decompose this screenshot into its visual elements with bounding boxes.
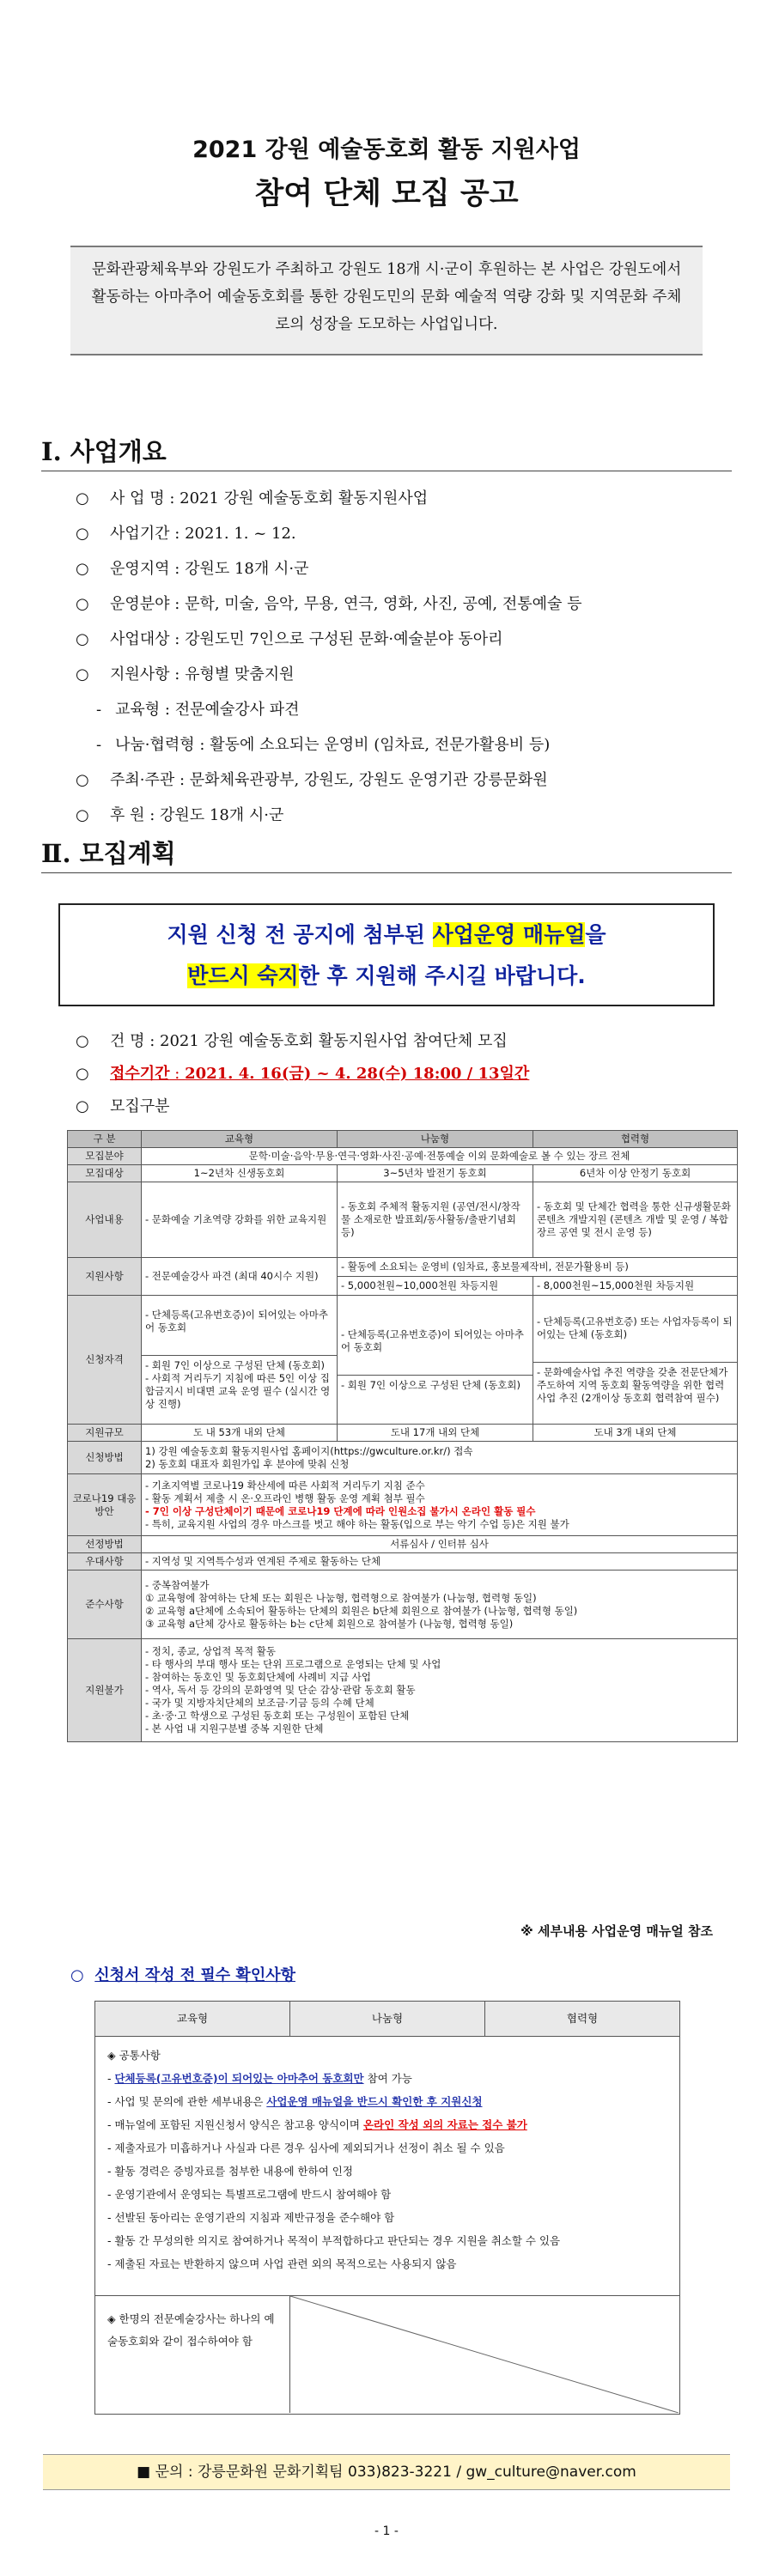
list-item: ○ 접수기간 : 2021. 4. 16(금) ~ 4. 28(수) 18:00 / 13일간: [76, 1065, 530, 1083]
checklist-title: ○ 신청서 작성 전 필수 확인사항: [70, 1966, 295, 1984]
table-row: 선정방법 서류심사 / 인터뷰 심사: [68, 1536, 738, 1553]
list-item: - 운영기관에서 운영되는 특별프로그램에 반드시 참여해야 함: [107, 2188, 392, 2201]
checklist-header-row: 교육형 나눔형 협력형: [95, 2002, 679, 2037]
contact-bar: ■ 문의 : 강릉문화원 문화기획팀 033)823-3221 / gw_culture@naver.com: [43, 2454, 730, 2490]
list-item: ○ 사업대상 : 강원도민 7인으로 구성된 문화·예술분야 동아리: [76, 630, 503, 648]
table-row: 우대사항 - 지역성 및 지역특수성과 연계된 주제로 활동하는 단체: [68, 1553, 738, 1571]
list-item: - 매뉴얼에 포함된 지원신청서 양식은 참고용 양식이며 온라인 작성 외의 자료는 접수 불가: [107, 2118, 527, 2131]
list-item: ○ 모집구분: [76, 1097, 170, 1115]
title-line2: 참여 단체 모집 공고: [254, 177, 519, 211]
table-row: 신청방법 1) 강원 예술동호회 활동지원사업 홈페이지(https://gwculture.or.kr/) 접속 2) 동호회 대표자 회원가입 후 분야에 맞춰 신청: [68, 1442, 738, 1474]
manual-notice-banner: 지원 신청 전 공지에 첨부된 사업운영 매뉴얼을 반드시 숙지한 후 지원해 주시길 바랍니다.: [58, 903, 715, 1006]
title-line1: 2021 강원 예술동호회 활동 지원사업: [192, 137, 581, 163]
highlight-must-read: 반드시 숙지: [187, 963, 299, 988]
table-row: 지원불가 - 정치, 종교, 상업적 목적 활동 - 타 행사의 부대 행사 또는 단위 프로그램으로 운영되는 단체 및 사업 - 참여하는 동호인 및 동호회단체에 사례비 지급 사업 - 역사, 독서 등 강의의 문화영역 및 단순 감상·관람 동호회 활동 - 국가 및 지방자치단체의 보조금·기금 등의 수혜 단체 - 초·중·고 학생으로 구성된 동호회 또는 구성원이 포함된 단체 - 본 사업 내 지원구분별 중복 지원한 단체: [68, 1639, 738, 1742]
table-header-row: 구 분 교육형 나눔형 협력형: [68, 1131, 738, 1148]
list-item: - 단체등록(고유번호증)이 되어있는 아마추어 동호회만 참여 가능: [107, 2072, 412, 2085]
list-item: - 제출자료가 미흡하거나 사실과 다른 경우 심사에 제외되거나 선정이 취소 될 수 있음: [107, 2142, 505, 2154]
list-item: ○ 운영지역 : 강원도 18개 시·군: [76, 560, 309, 578]
empty-cell-diagonal: [290, 2296, 679, 2413]
list-item: ○ 사업기간 : 2021. 1. ~ 12.: [76, 525, 296, 543]
table-row: 지원규모 도 내 53개 내외 단체 도내 17개 내외 단체 도내 3개 내외 단체: [68, 1425, 738, 1442]
page-number: - 1 -: [374, 2524, 399, 2538]
checklist-type-section: [95, 2296, 679, 2413]
sub-list-item: - 교육형 : 전문예술강사 파견: [96, 701, 300, 719]
section-divider: [41, 872, 732, 873]
overview-list: [70, 481, 740, 833]
list-item: - 사업 및 문의에 관한 세부내용은 사업운영 매뉴얼을 반드시 확인한 후 지원신청: [107, 2095, 483, 2108]
list-item: - 제출된 자료는 반환하지 않으며 사업 관련 외의 목적으로는 사용되지 않음: [107, 2257, 457, 2270]
list-item: ○ 운영분야 : 문학, 미술, 음악, 무용, 연극, 영화, 사진, 공예, 전통예술 등: [76, 595, 582, 613]
table-row: 신청자격 - 단체등록(고유번호증)이 되어있는 아마추어 동호회 - 회원 7인 이상으로 구성된 단체 (동호회) - 사회적 거리두기 지침에 따른 5인 이상 집합금지시 비대면 교육 운영 필수 (실시간 영상 진행) - 단체등록(고유번호증)이 되어있는 아마추어 동호회 - 회원 7인 이상으로 구성된 단체 (동호회) - 단체등록(고유번호증) 또는 사업자등록이 되어있는 단체 (동호회) - 문화예술사업 추진 역량을 갖춘 전문단체가 주도하여 지역 동호회 활동역량을 위한 협력사업 추진 (2개이상 동호회 협력참여 필수): [68, 1296, 738, 1425]
list-item: - 활동 간 무성의한 의지로 참여하거나 목적이 부적합하다고 판단되는 경우 지원을 취소할 수 있음: [107, 2234, 561, 2247]
highlight-manual: 사업운영 매뉴얼: [432, 922, 586, 947]
manual-reference-note: ※ 세부내용 사업운영 매뉴얼 참조: [520, 1923, 713, 1939]
edu-type-note: ◈ 한명의 전문예술강사는 하나의 예술동호회와 같이 접수하여야 함: [95, 2296, 290, 2413]
table-row: 모집대상 1~2년차 신생동호회 3~5년차 발전기 동호회 6년차 이상 안정기 동호회: [68, 1165, 738, 1182]
table-row: - 5,000천원~10,000천원 차등지원 - 8,000천원~15,000천원 차등지원: [68, 1277, 738, 1296]
intro-box: [70, 246, 703, 355]
list-item: ○ 건 명 : 2021 강원 예술동호회 활동지원사업 참여단체 모집: [76, 1032, 508, 1050]
section-recruit-heading: Ⅱ. 모집계획: [41, 839, 176, 868]
table-row: 사업내용 - 문화예술 기초역량 강화를 위한 교육지원 - 동호회 주체적 활동지원 (공연/전시/창작물 소재로한 발표회/동사활동/출판기념회 등) - 동호회 및 단체간 협력을 통한 신규생활문화 콘텐츠 개발지원 (콘텐츠 개발 및 운영 / 복합장르 공연 및 전시 운영 등): [68, 1182, 738, 1258]
list-item: ○ 지원사항 : 유형별 맞춤지원: [76, 665, 295, 683]
sub-list-item: - 나눔·협력형 : 활동에 소요되는 운영비 (임차료, 전문가활용비 등): [96, 736, 551, 754]
recruit-table: [67, 1130, 738, 1742]
checklist-table: [94, 2001, 680, 2415]
checklist-common-section: ◈ 공통사항 - 단체등록(고유번호증)이 되어있는 아마추어 동호회만 참여 가능 - 사업 및 문의에 관한 세부내용은 사업운영 매뉴얼을 반드시 확인한 후 지원신청 - 매뉴얼에 포함된 지원신청서 양식은 참고용 양식이며 온라인 작성 외의 자료는 접수 불가 - 제출자료가 미흡하거나 사실과 다른 경우 심사에 제외되거나 선정이 취소 될 수 있음 - 활동 경력은 증빙자료를 첨부한 내용에 한하여 인정 - 운영기관에서 운영되는 특별프로그램에 반드시 참여해야 함 - 선발된 동아리는 운영기관의 지침과 제반규정을 준수해야 함 - 활동 간 무성의한 의지로 참여하거나 목적이 부적합하다고 판단되는 경우 지원을 취소할 수 있음 - 제출된 자료는 반환하지 않으며 사업 관련 외의 목적으로는 사용되지 않음: [95, 2037, 679, 2296]
table-row: 준수사항 - 중복참여불가 ① 교육형에 참여하는 단체 또는 회원은 나눔형, 협력형으로 참여불가 (나눔형, 협력형 동일) ② 교육형 a단체에 소속되어 활동하는 단체의 회원은 b단체 회원으로 참여불가 (나눔형, 협력형 동일) ③ 교육형 a단체 강사로 활동하는 b는 c단체 회원으로 참여불가 (나눔형, 협력형 동일): [68, 1571, 738, 1639]
application-period: 2021. 4. 16(금) ~ 4. 28(수) 18:00 / 13일간: [185, 1065, 530, 1083]
list-item: ○ 사 업 명 : 2021 강원 예술동호회 활동지원사업: [76, 489, 429, 507]
list-item: - 활동 경력은 증빙자료를 첨부한 내용에 한하여 인정: [107, 2165, 353, 2178]
list-item: ○ 후 원 : 강원도 18개 시·군: [76, 806, 284, 824]
table-row: 코로나19 대응방안 - 기초지역별 코로나19 확산세에 따른 사회적 거리두기 지침 준수 - 활동 계획서 제출 시 온·오프라인 병행 활동 운영 계획 첨부 필수 - 7인 이상 구성단체이기 때문에 코로나19 단계에 따라 인원소집 불가시 온라인 활동 필수 - 특히, 교육지원 사업의 경우 마스크를 벗고 해야 하는 활동(입으로 부는 악기 수업 등)은 지원 불가: [68, 1474, 738, 1536]
table-row: 모집분야 문학·미술·음악·무용·연극·영화·사진·공예·전통예술 이외 문화예술로 볼 수 있는 장르 전체: [68, 1148, 738, 1165]
list-item: - 선발된 동아리는 운영기관의 지침과 제반규정을 준수해야 함: [107, 2211, 395, 2224]
table-row: 지원사항 - 전문예술강사 파견 (최대 40시수 지원) - 활동에 소요되는 운영비 (임차료, 홍보물제작비, 전문가활용비 등): [68, 1258, 738, 1277]
list-item: ○ 주최·주관 : 문화체육관광부, 강원도, 강원도 운영기관 강릉문화원: [76, 771, 548, 789]
intro-text: 문화관광체육부와 강원도가 주최하고 강원도 18개 시·군이 후원하는 본 사업은 강원도에서 활동하는 아마추어 예술동호회를 통한 강원도민의 문화 예술적 역량 강화 및 지역문화 주체로의 성장을 도모하는 사업입니다.: [91, 261, 682, 333]
recruit-list: [70, 1025, 740, 1123]
section-overview-heading: Ⅰ. 사업개요: [41, 437, 167, 466]
